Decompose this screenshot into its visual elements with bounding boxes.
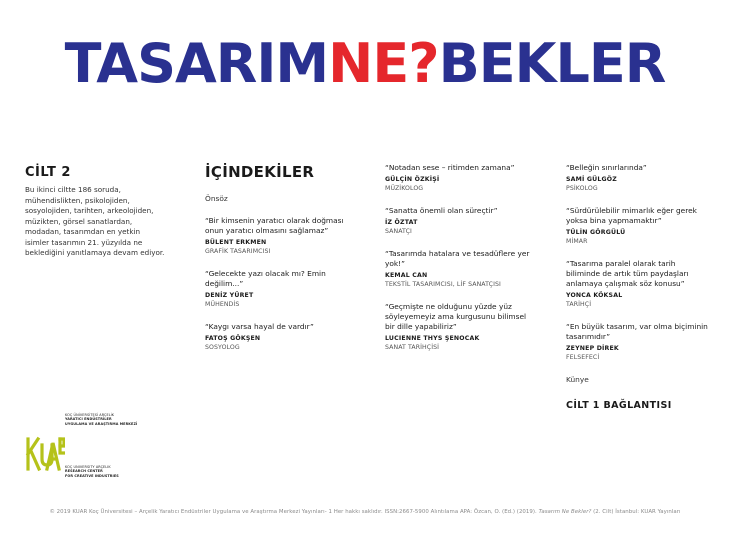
- entry-role: FELSEFECİ: [566, 354, 600, 361]
- kunye-link[interactable]: Künye: [566, 375, 589, 384]
- entry-role: TEKSTİL TASARIMCISI, LİF SANATÇISI: [385, 281, 501, 288]
- entry-title: “Tasarıma paralel olarak tarih biliminde de artık tüm paydaşları anlamaya çalışmak söz konusu”: [566, 259, 689, 288]
- volume-heading: CİLT 2: [25, 165, 71, 180]
- entry-title: “Tasarımda hatalara ve tesadüflere yer yok!”: [385, 249, 530, 268]
- entry-author: YONCA KÖKSAL: [566, 292, 623, 299]
- footer-book-title: Tasarım Ne Bekler?: [538, 509, 592, 515]
- volume-1-link[interactable]: CİLT 1 BAĞLANTISI: [566, 400, 672, 411]
- entry-title: “Sürdürülebilir mimarlık eğer gerek yoksa bina yapmamaktır”: [566, 206, 697, 225]
- entry-role: PSİKOLOG: [566, 185, 598, 192]
- entry-author: GÜLÇİN ÖZKİŞİ: [385, 176, 440, 183]
- entry-title: “Gelecekte yazı olacak mı? Emin değilim...”: [205, 269, 326, 288]
- entry-author: SAMİ GÜLGÖZ: [566, 176, 617, 183]
- kuar-logo[interactable]: [25, 413, 145, 493]
- entry-role: TARİHÇİ: [566, 301, 592, 308]
- toc-entry[interactable]: [385, 206, 530, 236]
- toc-column-1: [205, 163, 350, 365]
- page-title: [0, 34, 730, 94]
- entry-author: LUCIENNE THYS ŞENOCAK: [385, 335, 480, 342]
- entry-title: “Notadan sese – ritimden zamana”: [385, 163, 515, 172]
- toc-entry[interactable]: [566, 259, 711, 309]
- entry-title: “Bir kimsenin yaratıcı olarak doğması onun yaratıcı olmasını sağlamaz”: [205, 216, 344, 235]
- toc-entry[interactable]: [205, 322, 350, 352]
- entry-role: MİMAR: [566, 238, 588, 245]
- entry-author: ZEYNEP DİREK: [566, 345, 619, 352]
- entry-title: “En büyük tasarım, var olma biçiminin tasarımıdır”: [566, 322, 708, 341]
- volume-intro: [25, 165, 165, 259]
- entry-title: “Belleğin sınırlarında”: [566, 163, 647, 172]
- entry-role: MÜHENDİS: [205, 301, 240, 308]
- logo-tr-line: UYGULAMA VE ARAŞTIRMA MERKEZİ: [65, 421, 138, 426]
- toc-entry[interactable]: [205, 269, 350, 309]
- kuar-logo-mark-icon: [25, 435, 65, 475]
- entry-role: MÜZİKOLOG: [385, 185, 424, 192]
- entry-author: FATOŞ GÖKŞEN: [205, 335, 261, 342]
- toc-entry[interactable]: [566, 163, 711, 193]
- entry-title: “Kaygı varsa hayal de vardır”: [205, 322, 314, 331]
- entry-author: BÜLENT ERKMEN: [205, 239, 267, 246]
- volume-description: Bu ikinci ciltte 186 soruda, mühendislikten, psikolojiden, sosyolojiden, tarihten, arkeolojiden, müzikten, görsel sanatlardan, modadan, tasarımdan en yetkin isimler tasarımın 21. yüzyılda ne beklediğini yanıtlamaya devam ediyor.: [25, 185, 165, 257]
- logo-en-line: RESEARCH CENTER: [65, 469, 103, 474]
- footer-text: (2. Cilt) İstanbul: KUAR Yayınları: [593, 509, 681, 515]
- title-part-bekler: BEKLER: [438, 32, 666, 95]
- entry-role: SANATÇI: [385, 228, 412, 235]
- title-part-tasarim: TASARIM: [64, 32, 329, 95]
- toc-entry[interactable]: [385, 249, 530, 289]
- toc-heading: İÇİNDEKİLER: [205, 163, 315, 181]
- entry-role: SOSYOLOG: [205, 344, 240, 351]
- entry-title: “Geçmişte ne olduğunu yüzde yüz söyleyemeyiz ama kurgusunu bilimsel bir dille yapabiliriz”: [385, 302, 527, 331]
- footer-text: © 2019 KUAR Koç Üniversitesi – Arçelik Yaratıcı Endüstriler Uygulama ve Araştırma Merkezi Yayınları- 1 Her hakkı saklıdır. ISSN:2667-5900 Alıntılama APA: Özcan, O. (Ed.) (2019).: [49, 509, 537, 515]
- footer-copyright: [0, 509, 730, 515]
- toc-column-2: [385, 163, 530, 365]
- toc-column-3: [566, 163, 711, 411]
- logo-tr-line: YARATICI ENDÜSTRİLER: [65, 417, 112, 422]
- toc-entry[interactable]: [566, 206, 711, 246]
- toc-entry[interactable]: [566, 322, 711, 362]
- logo-text-turkish: [65, 413, 137, 426]
- entry-role: GRAFİK TASARIMCISI: [205, 248, 271, 255]
- logo-text-english: [65, 465, 119, 478]
- toc-entry[interactable]: [385, 302, 530, 352]
- logo-tr-line: KOÇ ÜNİVERSİTESİ ARÇELİK: [65, 413, 115, 417]
- entry-title: “Sanatta önemli olan süreçtir”: [385, 206, 498, 215]
- logo-en-line: KOÇ UNIVERSITY ARÇELIK: [65, 465, 111, 469]
- title-part-ne: NE?: [328, 32, 439, 95]
- entry-author: İZ ÖZTAT: [385, 219, 418, 226]
- toc-entry[interactable]: [205, 216, 350, 256]
- entry-role: SANAT TARİHÇİSİ: [385, 344, 440, 351]
- toc-entry[interactable]: [385, 163, 530, 193]
- preface-link[interactable]: Önsöz: [205, 194, 228, 203]
- entry-author: DENİZ YÜRET: [205, 292, 254, 299]
- logo-en-line: FOR CREATIVE INDUSTRIES: [65, 473, 119, 478]
- entry-author: KEMAL CAN: [385, 272, 428, 279]
- entry-author: TÜLİN GÖRGÜLÜ: [566, 229, 626, 236]
